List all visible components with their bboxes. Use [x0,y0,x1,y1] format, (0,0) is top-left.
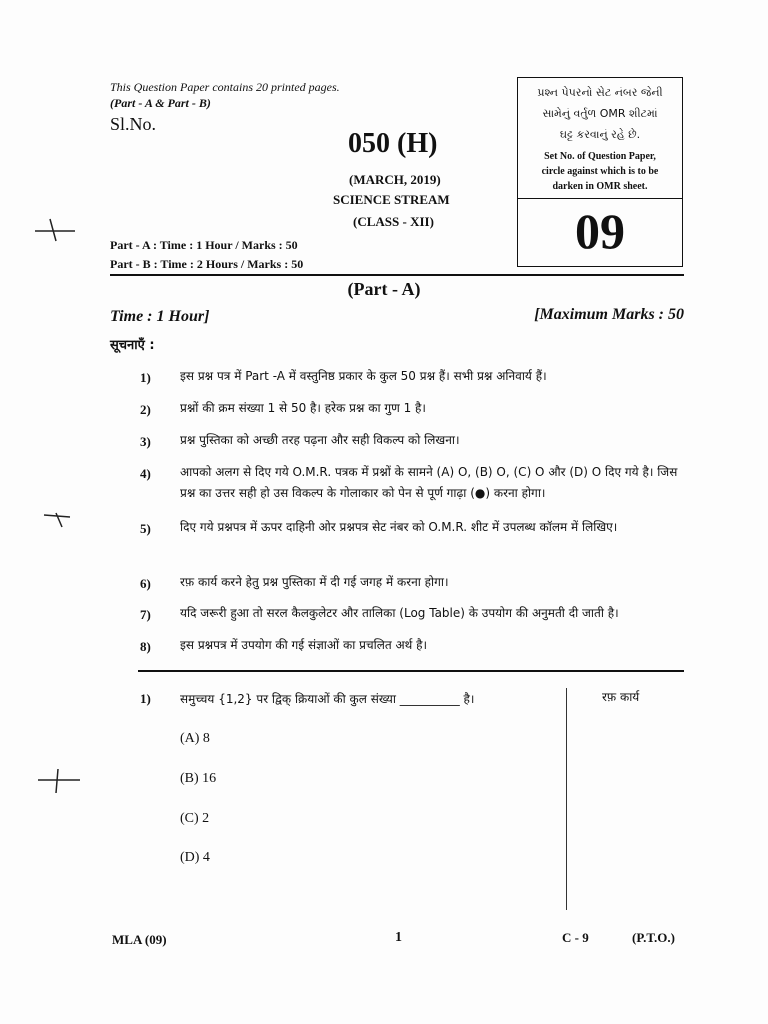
footer-pto: (P.T.O.) [632,930,675,945]
set-box-gujarati-line: ઘટ્ટ કરવાનું રહે છે. [559,128,641,141]
instruction-text: प्रश्न पुस्तिका को अच्छी तरह पढ़ना और सही विकल्प को लिखना। [180,433,460,447]
paper-code: 050 (H) [348,128,438,159]
instruction-number: 3) [140,434,151,449]
pages-note: This Question Paper contains 20 printed pages. [110,80,340,94]
instruction-number: 4) [140,466,151,481]
instruction-text: प्रश्नों की क्रम संख्या 1 से 50 है। हरेक प्रश्न का गुण 1 है। [180,401,426,415]
part-a-time-marks: Part - A : Time : 1 Hour / Marks : 50 [110,238,298,252]
instruction-text: दिए गये प्रश्नपत्र में ऊपर दाहिनी ओर प्रश्नपत्र सेट नंबर को O.M.R. शीट में उपलब्ध कॉलम में लिखिए। [180,520,618,534]
scan-mark [40,505,80,530]
instruction-text: इस प्रश्नपत्र में उपयोग की गई संज्ञाओं का प्रचलित अर्थ है। [180,638,428,652]
instruction-text: इस प्रश्न पत्र में Part -A में वस्तुनिष्ठ प्रकार के कुल 50 प्रश्न हैं। सभी प्रश्न अनिवार्य हैं। [180,369,547,383]
set-box-gujarati-text [518,82,682,145]
footer-series: C - 9 [562,930,589,945]
instruction-number: 2) [140,402,151,417]
answer-option: (A) 8 [180,731,210,746]
question-text: समुच्चय {1,2} पर द्विक् क्रियाओं की कुल संख्या __________ है। [180,692,475,706]
set-box-english-line: circle against which is to be [541,166,659,177]
question-number: 1) [140,691,151,706]
stream-label: SCIENCE STREAM [333,192,450,207]
answer-option: (C) 2 [180,811,210,826]
serial-number-label: Sl.No. [110,114,157,134]
set-number: 09 [575,203,625,259]
class-label: (CLASS - XII) [353,214,434,229]
part-a-title: (Part - A) [347,279,421,299]
set-box-gujarati-line: સામેનું વર્તુળ OMR શીટમાં [542,107,658,120]
instruction-text: रफ़ कार्य करने हेतु प्रश्न पुस्तिका में दी गई जगह में करना होगा। [180,575,449,589]
part-a-max-marks: [Maximum Marks : 50 [534,306,684,323]
part-b-time-marks: Part - B : Time : 2 Hours / Marks : 50 [110,257,304,271]
set-number-box [517,77,683,267]
instruction-number: 8) [140,639,151,654]
instruction-text: आपको अलग से दिए गये O.M.R. पत्रक में प्रश्नों के सामने (A) O, (B) O, (C) O और (D) O दिए गये है। जिस प्रश्न का उत्तर सही हो उस विकल्प के गोलाकार को पेन से पूर्ण गाढ़ा (●) करना होगा। [180,465,678,500]
instruction-number: 5) [140,521,151,536]
set-box-english-line: darken in OMR sheet. [552,181,648,192]
scan-mark [30,215,80,245]
set-box-english-text [518,149,682,194]
exam-month: (MARCH, 2019) [349,172,441,187]
scan-mark [34,765,84,795]
parts-note: (Part - A & Part - B) [110,96,211,110]
header-divider [110,274,684,276]
answer-option: (B) 16 [180,771,217,786]
instruction-number: 7) [140,607,151,622]
set-box-english-line: Set No. of Question Paper, [544,151,656,162]
instructions-title: सूचनाएँ : [110,338,155,353]
footer-code: MLA (09) [112,932,167,947]
instructions-divider [138,670,684,672]
rough-work-label: रफ़ कार्य [602,690,640,704]
answer-option: (D) 4 [180,850,210,865]
part-a-time: Time : 1 Hour] [110,308,210,325]
instruction-number: 6) [140,576,151,591]
rough-work-divider [566,688,567,910]
instruction-text: यदि जरूरी हुआ तो सरल कैलकुलेटर और तालिका (Log Table) के उपयोग की अनुमती दी जाती है। [180,606,619,620]
page-number: 1 [395,930,402,945]
set-box-gujarati-line: પ્રશ્ન પેપરનો સેટ નંબર જેની [537,86,663,99]
instruction-number: 1) [140,370,151,385]
